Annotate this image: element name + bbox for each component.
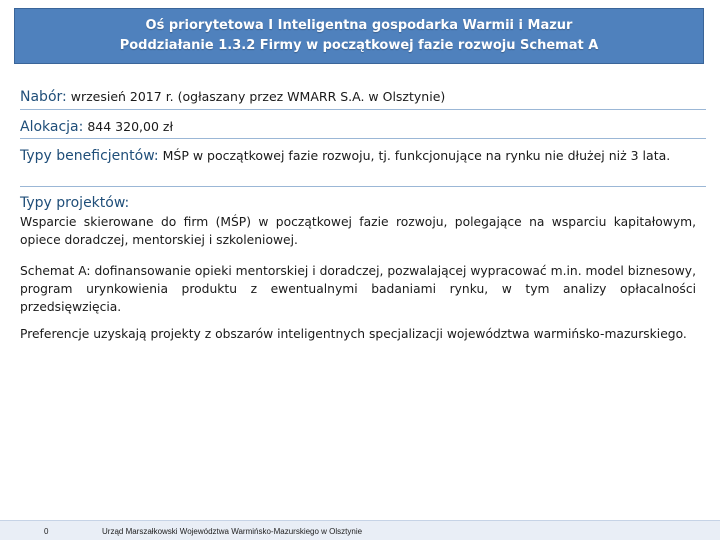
banner-line-1: Oś priorytetowa I Inteligentna gospodarka Warmii i Mazur — [145, 18, 573, 33]
typy-projektow-heading-row — [20, 194, 706, 212]
divider — [20, 186, 706, 187]
footer-organization: Urząd Marszałkowski Województwa Warmińsko-Mazurskiego w Olsztynie — [102, 527, 363, 536]
alokacja-label: Alokacja: — [20, 119, 84, 135]
alokacja-row — [20, 118, 706, 136]
divider — [20, 138, 706, 139]
beneficjenci-value: MŚP w początkowej fazie rozwoju, tj. funkcjonujące na rynku nie dłużej niż 3 lata. — [162, 148, 671, 163]
footer-bar — [0, 520, 720, 540]
paragraph-schemat-a: Schemat A: dofinansowanie opieki mentorskiej i doradczej, pozwalającej wypracować m.in. model biznesowy, program urynkowienia produktu z ewentualnymi badaniami rynku, w tym analizy opłacalności przedsięwzięcia. — [20, 264, 696, 314]
page-number: 0 — [44, 527, 49, 536]
paragraph-preferencje: Preferencje uzyskają projekty z obszarów inteligentnych specjalizacji województwa warmińsko-mazurskiego. — [20, 327, 687, 341]
nabor-value: wrzesień 2017 r. (ogłaszany przez WMARR S.A. w Olsztynie) — [70, 89, 446, 104]
banner-line-2: Poddziałanie 1.3.2 Firmy w początkowej fazie rozwoju Schemat A — [119, 38, 599, 53]
alokacja-value: 844 320,00 zł — [87, 119, 174, 134]
typy-projektow-label: Typy projektów: — [20, 195, 130, 211]
divider — [20, 109, 706, 110]
paragraph-wsparcie: Wsparcie skierowane do firm (MŚP) w początkowej fazie rozwoju, polegające na wsparciu kapitałowym, opiece doradczej, mentorskiej i szkoleniowej. — [20, 215, 696, 247]
title-banner — [14, 8, 704, 64]
nabor-label: Nabór: — [20, 89, 67, 105]
beneficjenci-row — [20, 147, 706, 165]
nabor-row — [20, 88, 706, 106]
beneficjenci-label: Typy beneficjentów: — [20, 148, 159, 164]
